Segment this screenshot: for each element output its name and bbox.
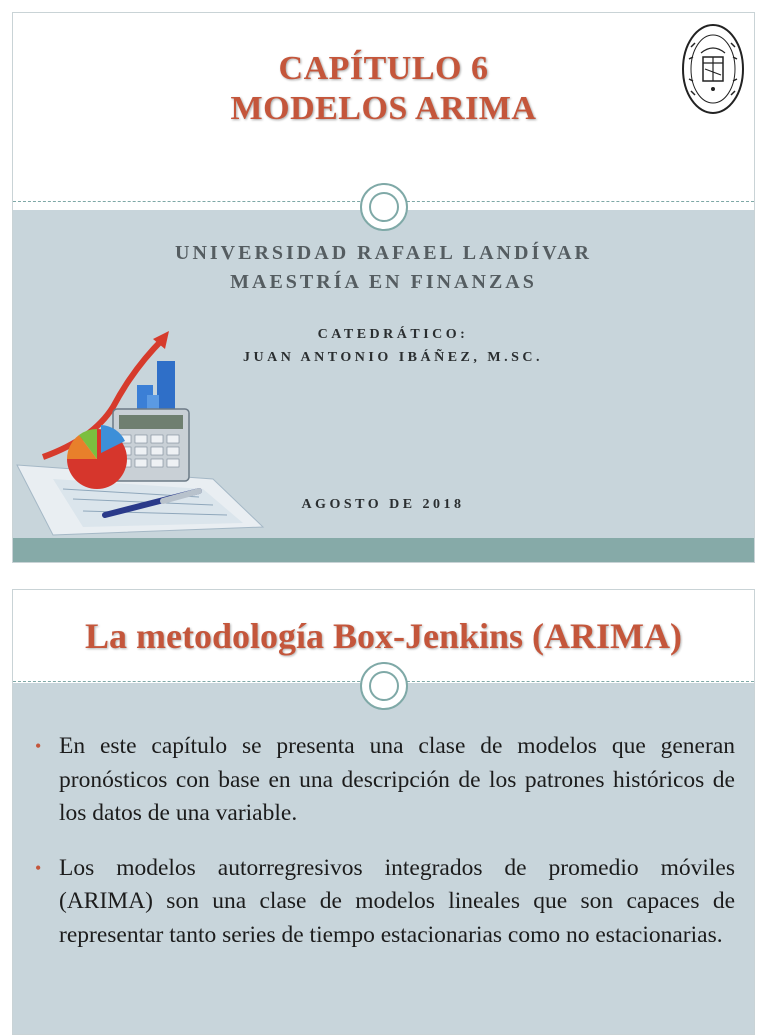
slide-2-title: La metodología Box-Jenkins (ARIMA)	[84, 616, 682, 656]
slide-title	[13, 49, 754, 129]
instructor-name: JUAN ANTONIO IBÁÑEZ, M.SC.	[243, 350, 543, 365]
bullet-icon: •	[35, 736, 42, 756]
ring-divider-icon	[360, 183, 408, 231]
footer-band	[13, 538, 754, 563]
list-item	[35, 852, 735, 953]
title-slide	[12, 12, 755, 563]
list-item	[35, 730, 735, 831]
presentation-date: AGOSTO DE 2018	[301, 497, 465, 512]
ring-divider-icon	[360, 662, 408, 710]
bullet-text: Los modelos autorregresivos integrados de promedio móviles (ARIMA) son una clase de modelos lineales que son capaces de representar tanto series de tiempo estacionarias como no estacionarias.	[59, 854, 735, 948]
university-seal-icon	[681, 23, 745, 115]
program-name: MAESTRÍA EN FINANZAS	[230, 271, 537, 293]
bullet-icon: •	[35, 857, 42, 878]
title-line-2: MODELOS ARIMA	[230, 90, 537, 127]
title-line-1: CAPÍTULO 6	[278, 50, 489, 87]
title-area	[13, 13, 754, 199]
university-name: UNIVERSIDAD RAFAEL LANDÍVAR	[175, 242, 592, 264]
instructor-label: CATEDRÁTICO:	[317, 327, 469, 342]
bullet-list	[35, 730, 735, 973]
bullet-text: En este capítulo se presenta una clase de modelos que generan pronósticos con base en una descripción de los patrones históricos de los datos de una variable.	[59, 733, 735, 826]
institution-block	[13, 239, 754, 297]
content-slide	[12, 589, 755, 1035]
